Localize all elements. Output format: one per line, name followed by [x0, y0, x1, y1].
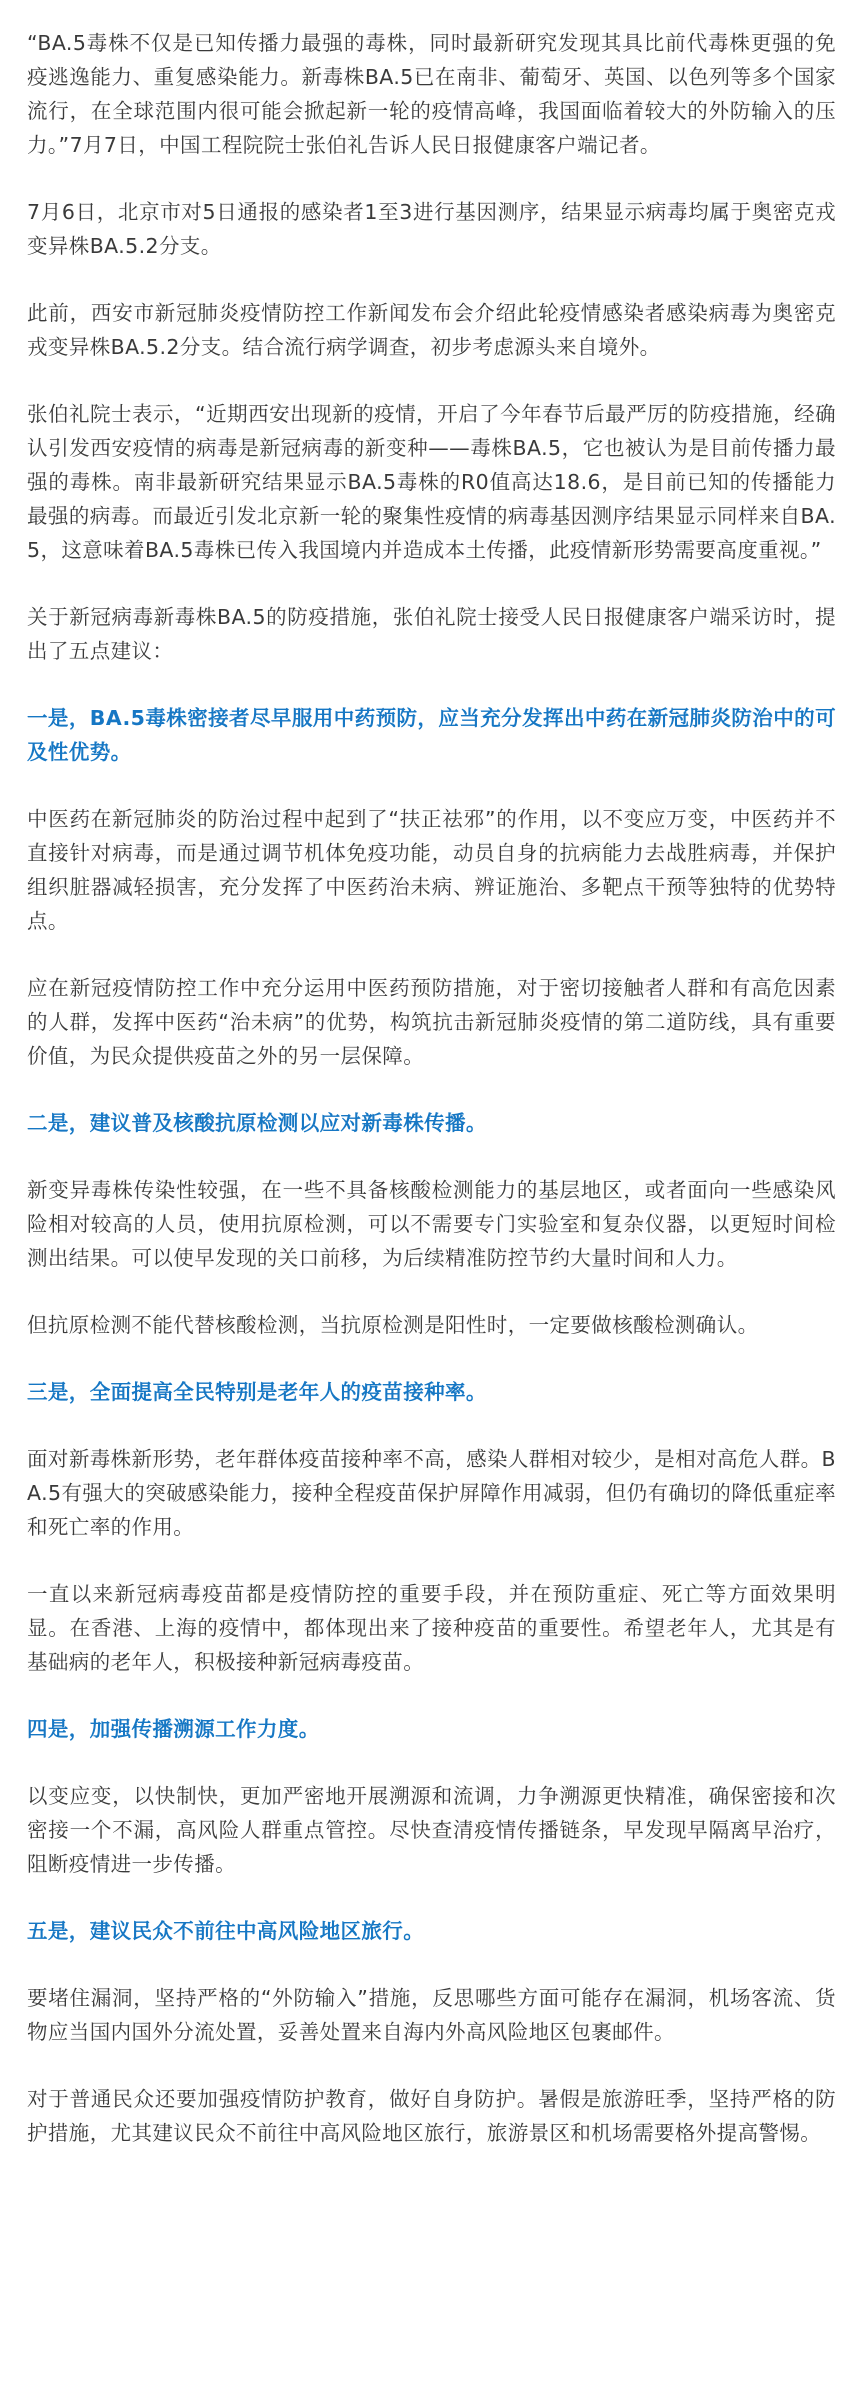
suggestion-5-paragraph-2: 对于普通民众还要加强疫情防护教育，做好自身防护。暑假是旅游旺季，坚持严格的防护措施，尤其建议民众不前往中高风险地区旅行，旅游景区和机场需要格外提高警惕。 [27, 2087, 836, 2145]
suggestion-1-paragraph-1: 中医药在新冠肺炎的防治过程中起到了“扶正祛邪”的作用，以不变应万变，中医药并不直接针对病毒，而是通过调节机体免疫功能，动员自身的抗病能力去战胜病毒，并保护组织脏器减轻损害，充分发挥了中医药治未病、辨证施治、多靶点干预等独特的优势特点。 [27, 807, 836, 933]
five-suggestions-intro: 关于新冠病毒新毒株BA.5的防疫措施，张伯礼院士接受人民日报健康客户端采访时，提出了五点建议： [27, 605, 836, 663]
suggestion-5-paragraph-1: 要堵住漏洞，坚持严格的“外防输入”措施，反思哪些方面可能存在漏洞，机场客流、货物应当国内国外分流处置，妥善处置来自海内外高风险地区包裹邮件。 [27, 1986, 836, 2044]
intro-paragraph: “BA.5毒株不仅是已知传播力最强的毒株，同时最新研究发现其具比前代毒株更强的免疫逃逸能力、重复感染能力。新毒株BA.5已在南非、葡萄牙、英国、以色列等多个国家流行，在全球范围内很可能会掀起新一轮的疫情高峰，我国面临着较大的外防输入的压力。”7月7日，中国工程院院士张伯礼告诉人民日报健康客户端记者。 [27, 31, 836, 157]
suggestion-5-heading: 五是，建议民众不前往中高风险地区旅行。 [27, 1919, 425, 1943]
suggestion-1-heading: 一是，BA.5毒株密接者尽早服用中药预防，应当充分发挥出中药在新冠肺炎防治中的可及性优势。 [27, 706, 836, 764]
suggestion-2-paragraph-1: 新变异毒株传染性较强，在一些不具备核酸检测能力的基层地区，或者面向一些感染风险相对较高的人员，使用抗原检测，可以不需要专门实验室和复杂仪器，以更短时间检测出结果。可以使早发现的关口前移，为后续精准防控节约大量时间和人力。 [27, 1178, 836, 1270]
suggestion-1-paragraph-2: 应在新冠疫情防控工作中充分运用中医药预防措施，对于密切接触者人群和有高危因素的人群，发挥中医药“治未病”的优势，构筑抗击新冠肺炎疫情的第二道防线，具有重要价值，为民众提供疫苗之外的另一层保障。 [27, 976, 836, 1068]
suggestion-4-heading: 四是，加强传播溯源工作力度。 [27, 1717, 320, 1741]
xian-press-paragraph: 此前，西安市新冠肺炎疫情防控工作新闻发布会介绍此轮疫情感染者感染病毒为奥密克戎变异株BA.5.2分支。结合流行病学调查，初步考虑源头来自境外。 [27, 301, 836, 359]
suggestion-3-paragraph-1: 面对新毒株新形势，老年群体疫苗接种率不高，感染人群相对较少，是相对高危人群。BA.5有强大的突破感染能力，接种全程疫苗保护屏障作用减弱，但仍有确切的降低重症率和死亡率的作用。 [27, 1447, 836, 1539]
suggestion-2-heading: 二是，建议普及核酸抗原检测以应对新毒株传播。 [27, 1111, 487, 1135]
suggestion-2-paragraph-2: 但抗原检测不能代替核酸检测，当抗原检测是阳性时，一定要做核酸检测确认。 [27, 1313, 759, 1337]
suggestion-3-heading: 三是，全面提高全民特别是老年人的疫苗接种率。 [27, 1380, 487, 1404]
zhang-quote-paragraph: 张伯礼院士表示，“近期西安出现新的疫情，开启了今年春节后最严厉的防疫措施，经确认引发西安疫情的病毒是新冠病毒的新变种——毒株BA.5，它也被认为是目前传播力最强的毒株。南非最新研究结果显示BA.5毒株的R0值高达18.6，是目前已知的传播能力最强的病毒。而最近引发北京新一轮的聚集性疫情的病毒基因测序结果显示同样来自BA.5，这意味着BA.5毒株已传入我国境内并造成本土传播，此疫情新形势需要高度重视。” [27, 402, 836, 562]
suggestion-4-paragraph: 以变应变，以快制快，更加严密地开展溯源和流调，力争溯源更快精准，确保密接和次密接一个不漏，高风险人群重点管控。尽快查清疫情传播链条，早发现早隔离早治疗，阻断疫情进一步传播。 [27, 1784, 836, 1876]
beijing-sequencing-paragraph: 7月6日，北京市对5日通报的感染者1至3进行基因测序，结果显示病毒均属于奥密克戎变异株BA.5.2分支。 [27, 200, 836, 258]
suggestion-3-paragraph-2: 一直以来新冠病毒疫苗都是疫情防控的重要手段，并在预防重症、死亡等方面效果明显。在香港、上海的疫情中，都体现出来了接种疫苗的重要性。希望老年人，尤其是有基础病的老年人，积极接种新冠病毒疫苗。 [27, 1582, 836, 1674]
